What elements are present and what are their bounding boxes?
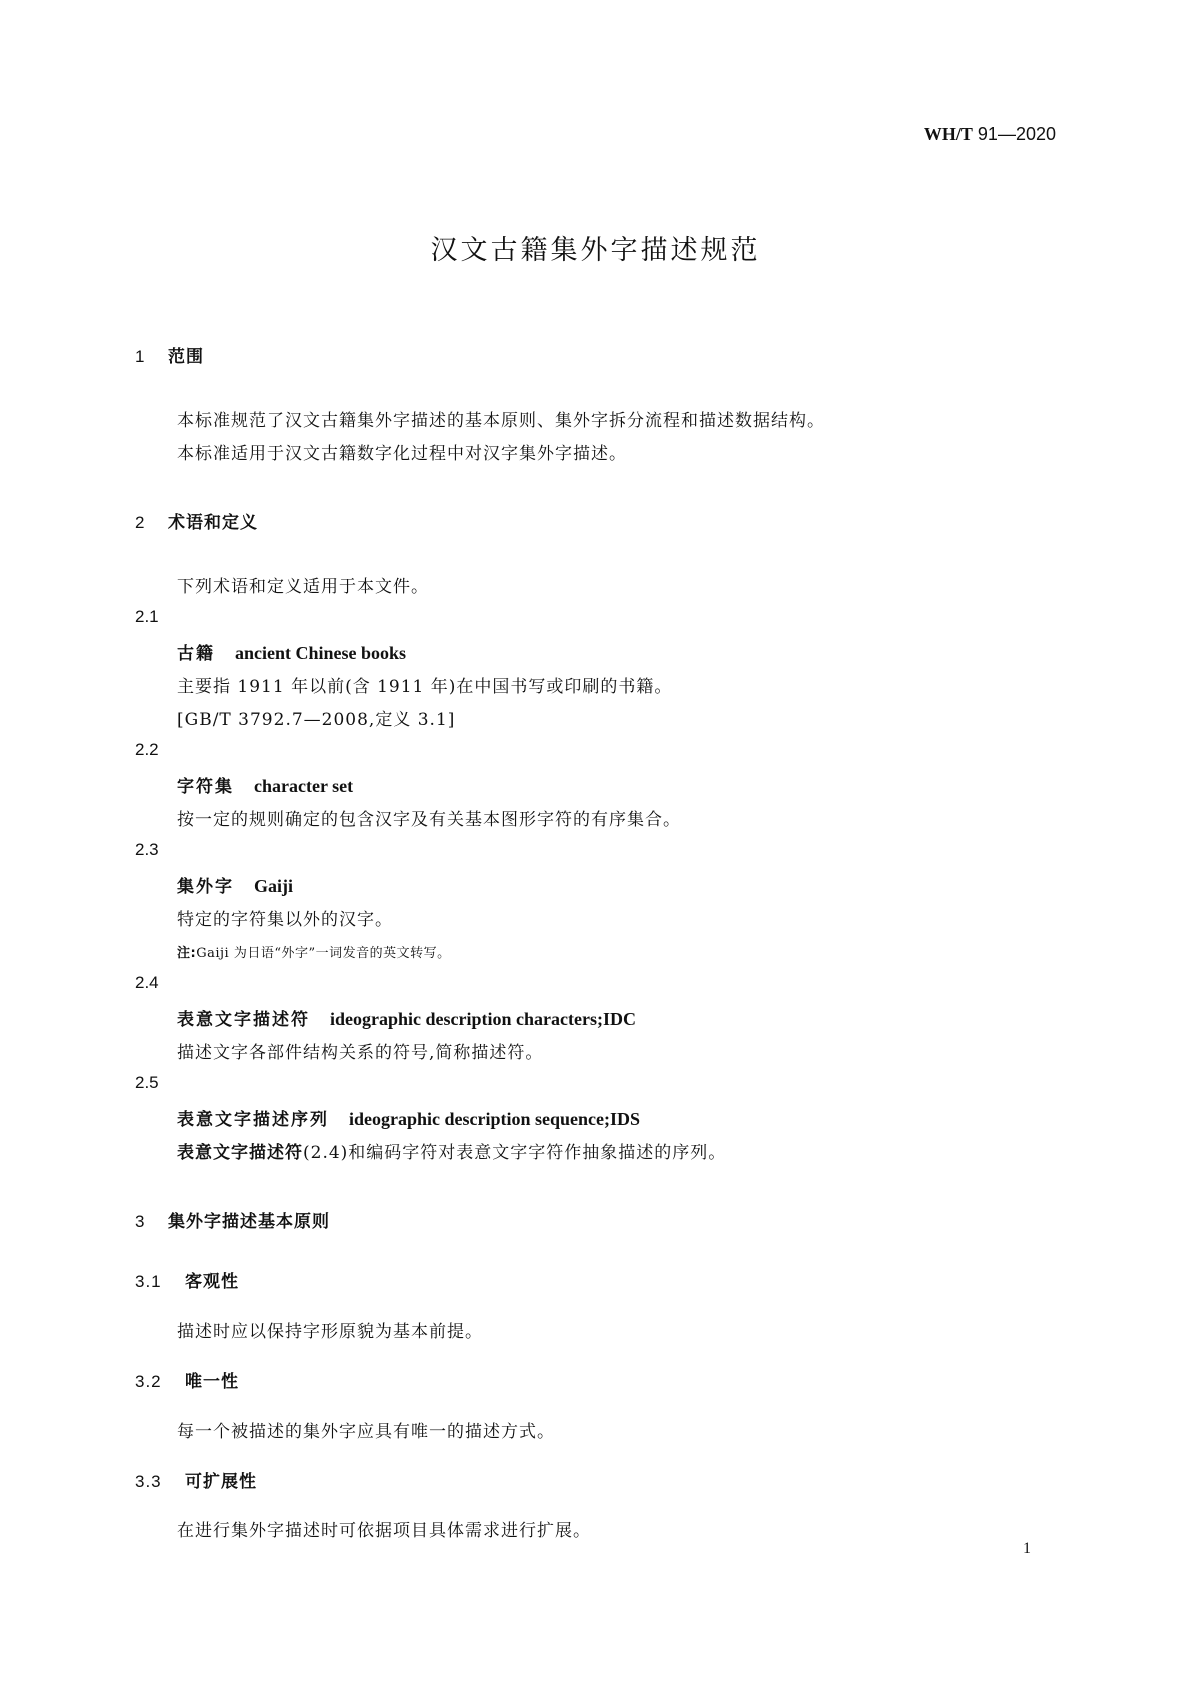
section-title: 唯一性 <box>185 1372 239 1392</box>
standard-prefix: WH/T <box>923 124 973 144</box>
term-definition-2-1: 主要指 1911 年以前(含 1911 年)在中国书写或印刷的书籍。 <box>177 677 673 697</box>
document-title: 汉文古籍集外字描述规范 <box>430 235 761 266</box>
section-title: 可扩展性 <box>185 1472 257 1492</box>
section-heading-3-2 <box>135 1367 239 1392</box>
note-label: 注: <box>177 946 197 961</box>
term-number-2-1: 2.1 <box>135 607 159 626</box>
section-number: 3.1 <box>135 1272 162 1291</box>
term-2-2 <box>177 772 353 797</box>
section-number: 1 <box>135 347 146 366</box>
section-title: 集外字描述基本原则 <box>168 1212 330 1232</box>
paragraph-3-1: 描述时应以保持字形原貌为基本前提。 <box>177 1322 483 1342</box>
section-heading-3-1 <box>135 1267 239 1292</box>
section-title: 术语和定义 <box>168 513 258 533</box>
term-note-2-3 <box>177 942 451 961</box>
paragraph-3-3: 在进行集外字描述时可依据项目具体需求进行扩展。 <box>177 1521 591 1541</box>
term-zh: 集外字 <box>177 877 234 897</box>
standard-number <box>924 124 1056 145</box>
section-number: 3.3 <box>135 1472 162 1491</box>
section-title: 范围 <box>168 347 204 367</box>
section-heading-2 <box>135 508 258 533</box>
definition-text: (2.4)和编码字符对表意文字字符作抽象描述的序列。 <box>303 1143 727 1163</box>
term-zh: 字符集 <box>177 777 234 797</box>
term-zh: 表意文字描述序列 <box>177 1110 329 1130</box>
term-definition-2-5 <box>177 1138 726 1163</box>
term-2-5 <box>177 1105 640 1130</box>
term-en: ideographic description characters;IDC <box>330 1009 636 1029</box>
section-heading-3 <box>135 1207 330 1232</box>
term-number-2-5: 2.5 <box>135 1073 159 1092</box>
paragraph-3-2: 每一个被描述的集外字应具有唯一的描述方式。 <box>177 1422 555 1442</box>
term-en: character set <box>254 776 354 796</box>
term-2-3 <box>177 872 293 897</box>
term-source-2-1: [GB/T 3792.7—2008,定义 3.1] <box>177 710 456 730</box>
section-number: 3.2 <box>135 1372 162 1391</box>
section-heading-3-3 <box>135 1467 257 1492</box>
note-text: Gaiji 为日语“外字”一词发音的英文转写。 <box>196 946 451 961</box>
term-reference: 表意文字描述符 <box>177 1143 303 1163</box>
page-number: 1 <box>1023 1540 1031 1557</box>
term-number-2-4: 2.4 <box>135 973 159 992</box>
term-number-2-3: 2.3 <box>135 840 159 859</box>
section-number: 2 <box>135 513 146 532</box>
term-number-2-2: 2.2 <box>135 740 159 759</box>
term-zh: 表意文字描述符 <box>177 1010 310 1030</box>
term-definition-2-3: 特定的字符集以外的汉字。 <box>177 910 393 930</box>
term-2-4 <box>177 1005 636 1030</box>
term-2-1 <box>177 639 406 664</box>
term-zh: 古籍 <box>177 644 215 664</box>
term-en: Gaiji <box>254 876 293 896</box>
standard-code: 91—2020 <box>972 124 1056 144</box>
section-title: 客观性 <box>185 1272 239 1292</box>
definitions-intro: 下列术语和定义适用于本文件。 <box>177 577 429 597</box>
term-definition-2-4: 描述文字各部件结构关系的符号,简称描述符。 <box>177 1043 544 1063</box>
scope-paragraph-1: 本标准规范了汉文古籍集外字描述的基本原则、集外字拆分流程和描述数据结构。 <box>177 411 825 431</box>
section-heading-1 <box>135 342 204 367</box>
term-definition-2-2: 按一定的规则确定的包含汉字及有关基本图形字符的有序集合。 <box>177 810 681 830</box>
section-number: 3 <box>135 1212 146 1231</box>
scope-paragraph-2: 本标准适用于汉文古籍数字化过程中对汉字集外字描述。 <box>177 444 627 464</box>
term-en: ideographic description sequence;IDS <box>349 1109 641 1129</box>
term-en: ancient Chinese books <box>235 643 407 663</box>
